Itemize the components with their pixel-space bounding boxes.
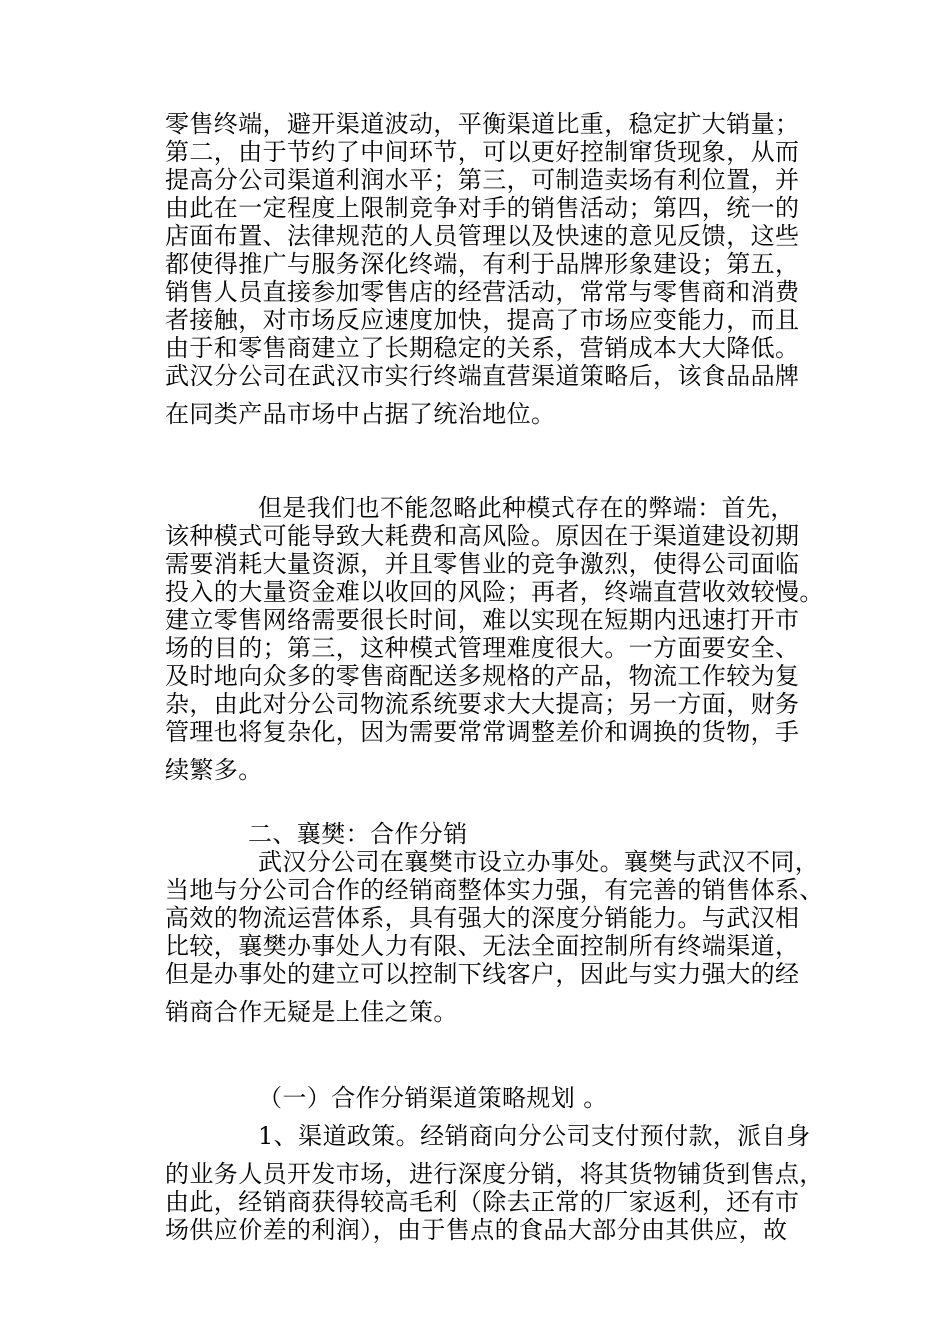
text-line: 1、渠道政策。经销商向分公司支付预付款，派自身	[258, 1122, 811, 1150]
text-line: 由此在一定程度上限制竞争对手的销售活动；第四，统一的	[165, 194, 800, 222]
text-line: 的业务人员开发市场，进行深度分销，将其货物铺货到售点，	[165, 1160, 824, 1188]
text-line: 由于和零售商建立了长期稳定的关系，营销成本大大降低。	[165, 334, 800, 362]
text-line: 续繁多。	[165, 756, 263, 784]
text-line: 提高分公司渠道利润水平；第三，可制造卖场有利位置，并	[165, 166, 800, 194]
text-line: 管理也将复杂化，因为需要常常调整差价和调换的货物，手	[165, 718, 800, 746]
text-line: 店面布置、法律规范的人员管理以及快速的意见反馈，这些	[165, 222, 800, 250]
text-line: 比较，襄樊办事处人力有限、无法全面控制所有终端渠道，	[165, 932, 800, 960]
text-line: 场供应价差的利润），由于售点的食品大部分由其供应，故	[165, 1216, 788, 1244]
sub-heading: （一）合作分销渠道策略规划 。	[258, 1084, 608, 1112]
text-line: 杂，由此对分公司物流系统要求大大提高；另一方面，财务	[165, 690, 800, 718]
text-line: 投入的大量资金难以收回的风险；再者，终端直营收效较慢。	[165, 578, 824, 606]
text-line: 建立零售网络需要很长时间，难以实现在短期内迅速打开市	[165, 606, 800, 634]
text-line: 武汉分公司在武汉市实行终端直营渠道策略后，该食品品牌	[165, 362, 800, 390]
section-heading: 二、襄樊：合作分销	[248, 820, 468, 848]
text-line: 销商合作无疑是上佳之策。	[165, 998, 458, 1026]
text-line: 者接触，对市场反应速度加快，提高了市场应变能力，而且	[165, 306, 800, 334]
text-line: 场的目的；第三，这种模式管理难度很大。一方面要安全、	[165, 634, 800, 662]
text-line: 都使得推广与服务深化终端，有利于品牌形象建设；第五，	[165, 250, 800, 278]
text-line: 由此，经销商获得较高毛利（除去正常的厂家返利，还有市	[165, 1188, 800, 1216]
text-line: 及时地向众多的零售商配送多规格的产品，物流工作较为复	[165, 662, 800, 690]
text-line: 高效的物流运营体系，具有强大的深度分销能力。与武汉相	[165, 904, 800, 932]
text-line: 第二，由于节约了中间环节，可以更好控制窜货现象，从而	[165, 138, 800, 166]
text-line: 该种模式可能导致大耗费和高风险。原因在于渠道建设初期	[165, 522, 800, 550]
text-line: 零售终端，避开渠道波动，平衡渠道比重，稳定扩大销量；	[165, 110, 800, 138]
text-line: 武汉分公司在襄樊市设立办事处。襄樊与武汉不同，	[258, 848, 820, 876]
text-line: 当地与分公司合作的经销商整体实力强，有完善的销售体系、	[165, 876, 824, 904]
text-line: 在同类产品市场中占据了统治地位。	[165, 400, 556, 428]
text-line: 需要消耗大量资源，并且零售业的竞争激烈，使得公司面临	[165, 550, 800, 578]
text-line: 但是办事处的建立可以控制下线客户，因此与实力强大的经	[165, 960, 800, 988]
text-line: 销售人员直接参加零售店的经营活动，常常与零售商和消费	[165, 278, 800, 306]
text-line: 但是我们也不能忽略此种模式存在的弊端：首先，	[258, 494, 795, 522]
